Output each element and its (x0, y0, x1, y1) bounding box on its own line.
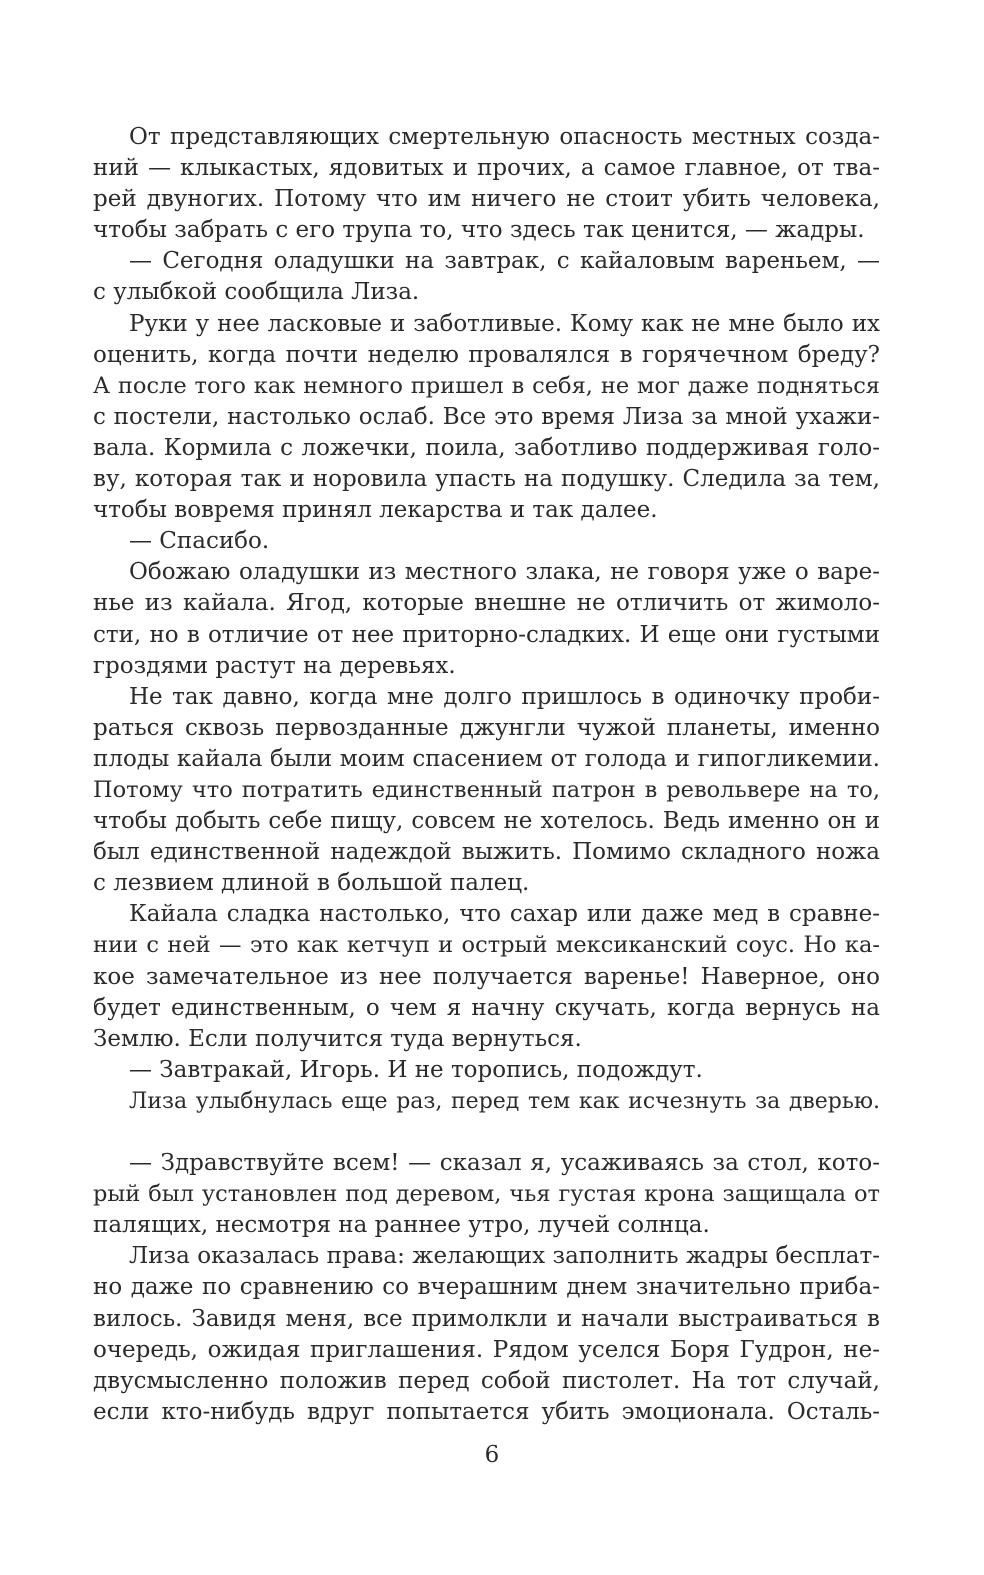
text-line: с улыбкой сообщила Лиза. (93, 279, 420, 306)
text-line: гроздями растут на деревьях. (93, 652, 456, 679)
page-number: 6 (484, 1442, 500, 1468)
text-line: Лиза улыбнулась еще раз, перед тем как исчезнуть за дверью. (129, 1088, 880, 1114)
text-line: нии с ней — это как кетчуп и острый мексиканский соус. Но ка- (93, 932, 880, 959)
text-line: но даже по сравнению со вчерашним днем значительно приба- (93, 1274, 880, 1301)
text-line: вала. Кормила с ложечки, поила, заботливо поддерживая голо- (93, 434, 880, 461)
section-break (93, 1117, 880, 1148)
text-line: нье из кайала. Ягод, которые внешне не отличить от жимоло- (93, 590, 880, 617)
text-line: Руки у нее ласковые и заботливые. Кому как не мне было их (129, 310, 880, 337)
text-line: вилось. Завидя меня, все примолкли и начали выстраиваться в (93, 1305, 880, 1332)
text-line: — Сегодня оладушки на завтрак, с кайаловым вареньем, — (129, 248, 880, 275)
text-line: палящих, несмотря на раннее утро, лучей солнца. (93, 1212, 710, 1239)
text-line: Обожаю оладушки из местного злака, не говоря уже о варе- (129, 559, 880, 586)
text-line: Землю. Если получится туда вернуться. (93, 1025, 582, 1052)
text-line: плоды кайала были моим спасением от голода и гипогликемии. (93, 745, 880, 772)
text-line: — Здравствуйте всем! — сказал я, усаживаясь за стол, кото- (129, 1150, 880, 1177)
text-line: ву, которая так и норовила упасть на подушку. Следила за тем, (93, 466, 880, 493)
text-line: будет единственным, о чем я начну скучать, когда вернусь на (93, 994, 880, 1021)
text-line: оценить, когда почти неделю провалялся в горячечном бреду? (93, 341, 880, 368)
text-line: ний — клыкастых, ядовитых и прочих, а самое главное, от тва- (93, 155, 880, 182)
text-line: очередь, ожидая приглашения. Рядом уселся Боря Гудрон, не- (93, 1336, 880, 1363)
text-line: с постели, настолько ослаб. Все это время Лиза за мной ухажи- (93, 403, 880, 430)
text-line: с лезвием длиной в большой палец. (93, 870, 530, 897)
text-line: был единственной надеждой выжить. Помимо складного ножа (93, 839, 880, 866)
text-line: кое замечательное из нее получается варенье! Наверное, оно (93, 963, 880, 990)
text-line: Лиза оказалась права: желающих заполнить жадры бесплат- (129, 1243, 880, 1270)
body-text (93, 122, 880, 1428)
text-line: чтобы добыть себе пищу, совсем не хотелось. Ведь именно он и (93, 808, 880, 835)
text-line: двусмысленно положив перед собой пистолет. На тот случай, (93, 1367, 880, 1394)
text-line: Потому что потратить единственный патрон в револьвере на то, (93, 776, 880, 803)
text-line: — Завтракай, Игорь. И не торопись, подождут. (129, 1056, 703, 1083)
text-line: рей двуногих. Потому что им ничего не стоит убить человека, (93, 186, 880, 213)
text-line: Кайала сладка настолько, что сахар или даже мед в сравне- (129, 901, 880, 928)
text-line: чтобы забрать с его трупа то, что здесь так ценится, — жадры. (93, 217, 865, 244)
text-line: От представляющих смертельную опасность местных созда- (129, 124, 880, 150)
text-line: Не так давно, когда мне долго пришлось в одиночку проби- (129, 683, 880, 710)
text-line: рый был установлен под деревом, чья густая крона защищала от (93, 1181, 880, 1208)
text-line: чтобы вовремя принял лекарства и так далее. (93, 497, 658, 524)
text-line: если кто-нибудь вдруг попытается убить эмоционала. Осталь- (93, 1398, 880, 1425)
text-line: А после того как немного пришел в себя, не мог даже подняться (93, 372, 880, 399)
text-line: сти, но в отличие от нее приторно-сладких. И еще они густыми (93, 621, 880, 648)
text-line: раться сквозь первозданные джунгли чужой планеты, именно (93, 714, 880, 741)
text-line: — Спасибо. (129, 528, 270, 555)
